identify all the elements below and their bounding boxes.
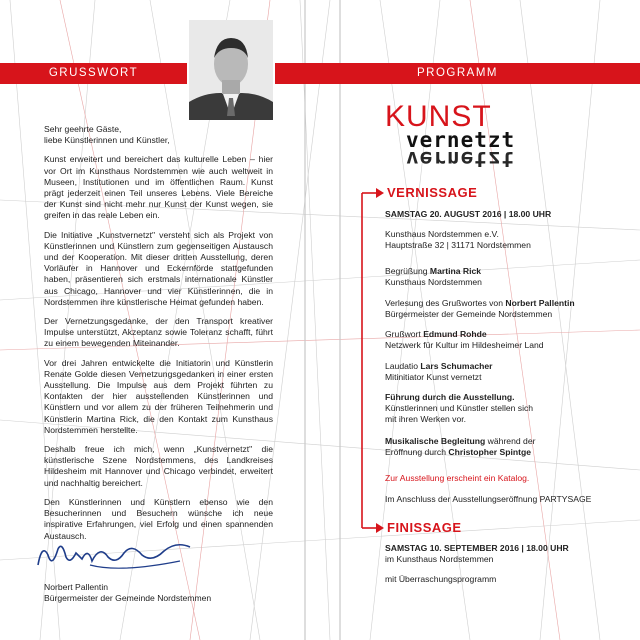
letter-paragraph: Die Initiative „Kunstvernetzt" versteht sich als Projekt von Künstlerinnen und Künstlern zum gegenseitigen Austausch und der Kooperation. Mit dieser dritten Ausstellung, deren Vorläufer in Hannover und Eckernförde stattgefunden haben, präsentieren sich erstmals internationale Künstler aus Chicago, Hannover und vier Künstlerinnen, die in Nordstemmen ihre künstlerische Heimat gefunden haben.	[44, 229, 273, 307]
item-prefix: Begrüßung	[385, 266, 430, 276]
vernissage-date-text: SAMSTAG 20. AUGUST 2016 | 18.00 UHR	[385, 209, 552, 219]
program-item	[385, 298, 615, 320]
salutation-line: Sehr geehrte Gäste,	[44, 124, 122, 134]
finissage-date: SAMSTAG 10. SEPTEMBER 2016 | 18.00 UHR	[385, 543, 569, 553]
vernissage-venue	[385, 229, 615, 251]
guided-line: Künstlerinnen und Künstler stellen sich	[385, 403, 534, 414]
program-item	[385, 329, 615, 351]
grusswort-header: GRUSSWORT	[0, 63, 187, 84]
finissage-details	[385, 543, 615, 565]
item-name: Lars Schumacher	[420, 361, 493, 371]
signer-title: Bürgermeister der Gemeinde Nordstemmen	[44, 593, 212, 604]
item-name: Martina Rick	[429, 266, 482, 276]
logo-vernetzt-mirror: vernetzt	[406, 147, 516, 171]
letter-paragraph: Vor drei Jahren entwickelte die Initiatorin und Künstlerin Renate Golde diesen Vernetzungsgedanken in einer ersten Ausstellung. Die Impulse aus dem Projekt führten zu Kontakten der hier ausstellenden Künstlerinnen und Künstlern und vor allem zu der früheren Teilnehmerin und Künstlerin Martina Rick, die den Kontakt zum Kunsthaus Nordstemmen herstellte.	[44, 357, 273, 435]
music-item	[385, 436, 615, 458]
venue-line: Hauptstraße 32 | 31171 Nordstemmen	[385, 240, 531, 251]
vernissage-title: VERNISSAGE	[387, 185, 478, 200]
item-prefix: Grußwort	[385, 329, 424, 339]
finissage-extra	[385, 574, 615, 585]
letter-paragraph: Den Künstlerinnen und Künstlern ebenso wie den Besucherinnen und Besuchern wünsche ich neue inspirative Erfahrungen, viel Erfolg und einen spannenden Austausch.	[44, 496, 273, 541]
guided-tour	[385, 392, 615, 426]
finissage-title: FINISSAGE	[387, 520, 462, 535]
item-name: Norbert Pallentin	[505, 298, 575, 308]
letter-paragraph: Deshalb freue ich mich, wenn „Kunstvernetzt" die künstlerische Szene Nordstemmens, des Landkreises Hildesheim mit Hannover und Chicago verbindet, erweitert und nachhaltig bereichert.	[44, 444, 273, 488]
guided-line: mit ihren Werken vor.	[385, 414, 467, 425]
item-line2: Mitinitiator Kunst vernetzt	[385, 372, 482, 383]
music-name: Christopher Spintge	[448, 447, 531, 458]
logo-kunst: KUNST	[385, 100, 492, 133]
vernissage-date	[385, 209, 615, 220]
music-rest: während der	[485, 436, 536, 446]
item-line2: Netzwerk für Kultur im Hildesheimer Land	[385, 340, 544, 351]
venue-line: Kunsthaus Nordstemmen e.V.	[385, 229, 499, 239]
guided-title: Führung durch die Ausstellung.	[385, 392, 515, 402]
catalog-text: Zur Ausstellung erscheint ein Katalog.	[385, 473, 530, 483]
music-prefix: Eröffnung durch	[385, 447, 449, 458]
catalog-note	[385, 473, 615, 484]
item-name: Edmund Rohde	[423, 329, 487, 339]
party-text: Im Anschluss der Ausstellungseröffnung PARTYSAGE	[385, 494, 592, 504]
item-line2: Bürgermeister der Gemeinde Nordstemmen	[385, 309, 553, 320]
vernissage-arrow-icon	[376, 188, 384, 198]
program-item	[385, 361, 615, 383]
music-title: Musikalische Begleitung	[385, 436, 486, 446]
finissage-extra-text: mit Überraschungsprogramm	[385, 574, 497, 584]
finissage-arrow-icon	[376, 523, 384, 533]
party-note	[385, 494, 615, 505]
program-item	[385, 266, 615, 288]
programm-header: PROGRAMM	[275, 63, 640, 84]
item-prefix: Laudatio	[385, 361, 421, 371]
letter-paragraph: Der Vernetzungsgedanke, der den Transport kreativer Impulse unterstützt, Akzeptanz sowie Toleranz schafft, führt zu einem bewegenden Miteinander.	[44, 316, 273, 349]
item-line2: Kunsthaus Nordstemmen	[385, 277, 482, 288]
logo-vernetzt: vernetzt	[406, 128, 516, 152]
signer-name: Norbert Pallentin	[44, 582, 109, 592]
finissage-venue: im Kunsthaus Nordstemmen	[385, 554, 494, 565]
item-prefix: Verlesung des Grußwortes von	[385, 298, 506, 308]
salutation-line: liebe Künstlerinnen und Künstler,	[44, 135, 170, 146]
letter-paragraph: Kunst erweitert und bereichert das kulturelle Leben – hier vor Ort im Kunsthaus Nordstemmen wie auch weltweit in Museen, Institutionen und im öffentlichen Raum. Kunst prägt jederzeit einen Teil unseres Lebens. Viele Bereiche der Kunst sind nicht mehr nur Kunst der Kunst wegen, sie greifen in das reale Leben ein.	[44, 154, 273, 221]
